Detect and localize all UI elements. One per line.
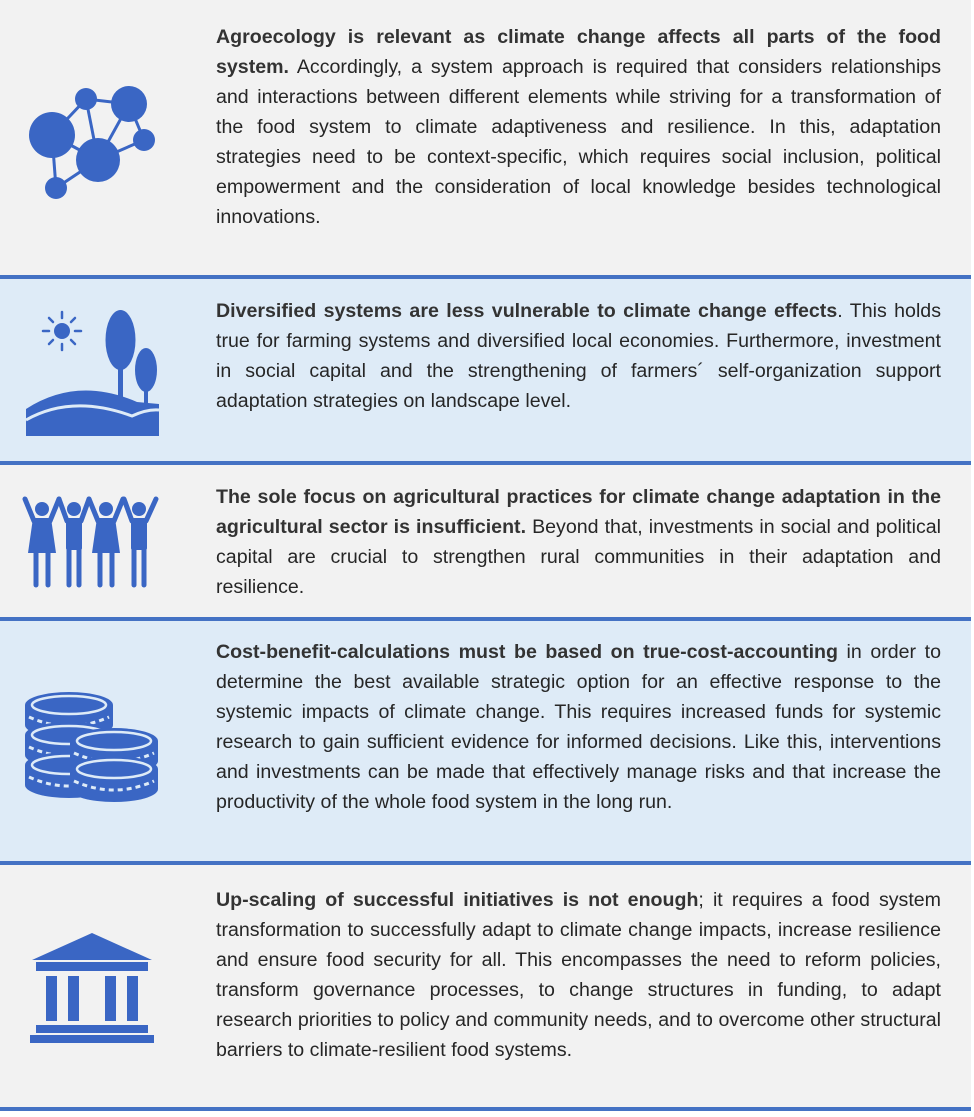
section-body: in order to determine the best available strategic option for an effective response to the systemic impacts of climate change. This requires increased funds for systemic research to gain sufficient evidence for informed decisions. Like this, interventions and investments can be made that effectively manage risks and that increase the productivity of the whole food system in the long run. — [216, 641, 941, 813]
section-body: Accordingly, a system approach is required that considers relationships and interactions between different elements while striving for a transformation of the food system to climate adaptiveness and resilience. In this, adaptation strategies need to be context-specific, which requires social inclusion, political empowerment and the consideration of local knowledge besides technological innovations. — [216, 56, 941, 228]
network-icon — [22, 80, 162, 205]
section-cost-benefit — [0, 621, 971, 861]
landscape-icon — [22, 304, 162, 439]
coins-icon — [22, 691, 162, 806]
section-text — [216, 296, 941, 416]
divider — [0, 1107, 971, 1111]
section-lead: Up-scaling of successful initiatives is not enough — [216, 889, 699, 911]
section-lead: Diversified systems are less vulnerable to climate change effects — [216, 300, 838, 322]
section-body: ; it requires a food system transformation to successfully adapt to climate change impacts, increase resilience and ensure food security for all. This encompasses the need to reform policies, transform governance processes, to change structures in funding, to adapt research priorities to policy and community needs, and to overcome other structural barriers to climate-resilient food systems. — [216, 889, 941, 1061]
section-lead: The sole focus on agricultural practices for climate change adaptation in the agricultural sector is insufficient. — [216, 486, 941, 538]
section-agricultural-practices — [0, 465, 971, 617]
institution-icon — [22, 930, 162, 1045]
section-body: . This holds true for farming systems and diversified local economies. Furthermore, investment in social capital and the strengthening of farmers´ self-organization support adaptation strategies on landscape level. — [216, 300, 941, 412]
section-diversified-systems — [0, 279, 971, 461]
section-lead: Cost-benefit-calculations must be based on true-cost-accounting — [216, 641, 838, 663]
section-up-scaling — [0, 865, 971, 1107]
section-text — [216, 885, 941, 1065]
section-agroecology — [0, 0, 971, 275]
community-icon — [22, 495, 162, 590]
section-text — [216, 637, 941, 817]
section-text — [216, 22, 941, 232]
section-body: Beyond that, investments in social and political capital are crucial to strengthen rural communities in their adaptation and resilience. — [216, 516, 941, 598]
section-lead: Agroecology is relevant as climate change affects all parts of the food system. — [216, 26, 941, 78]
section-text — [216, 482, 941, 602]
